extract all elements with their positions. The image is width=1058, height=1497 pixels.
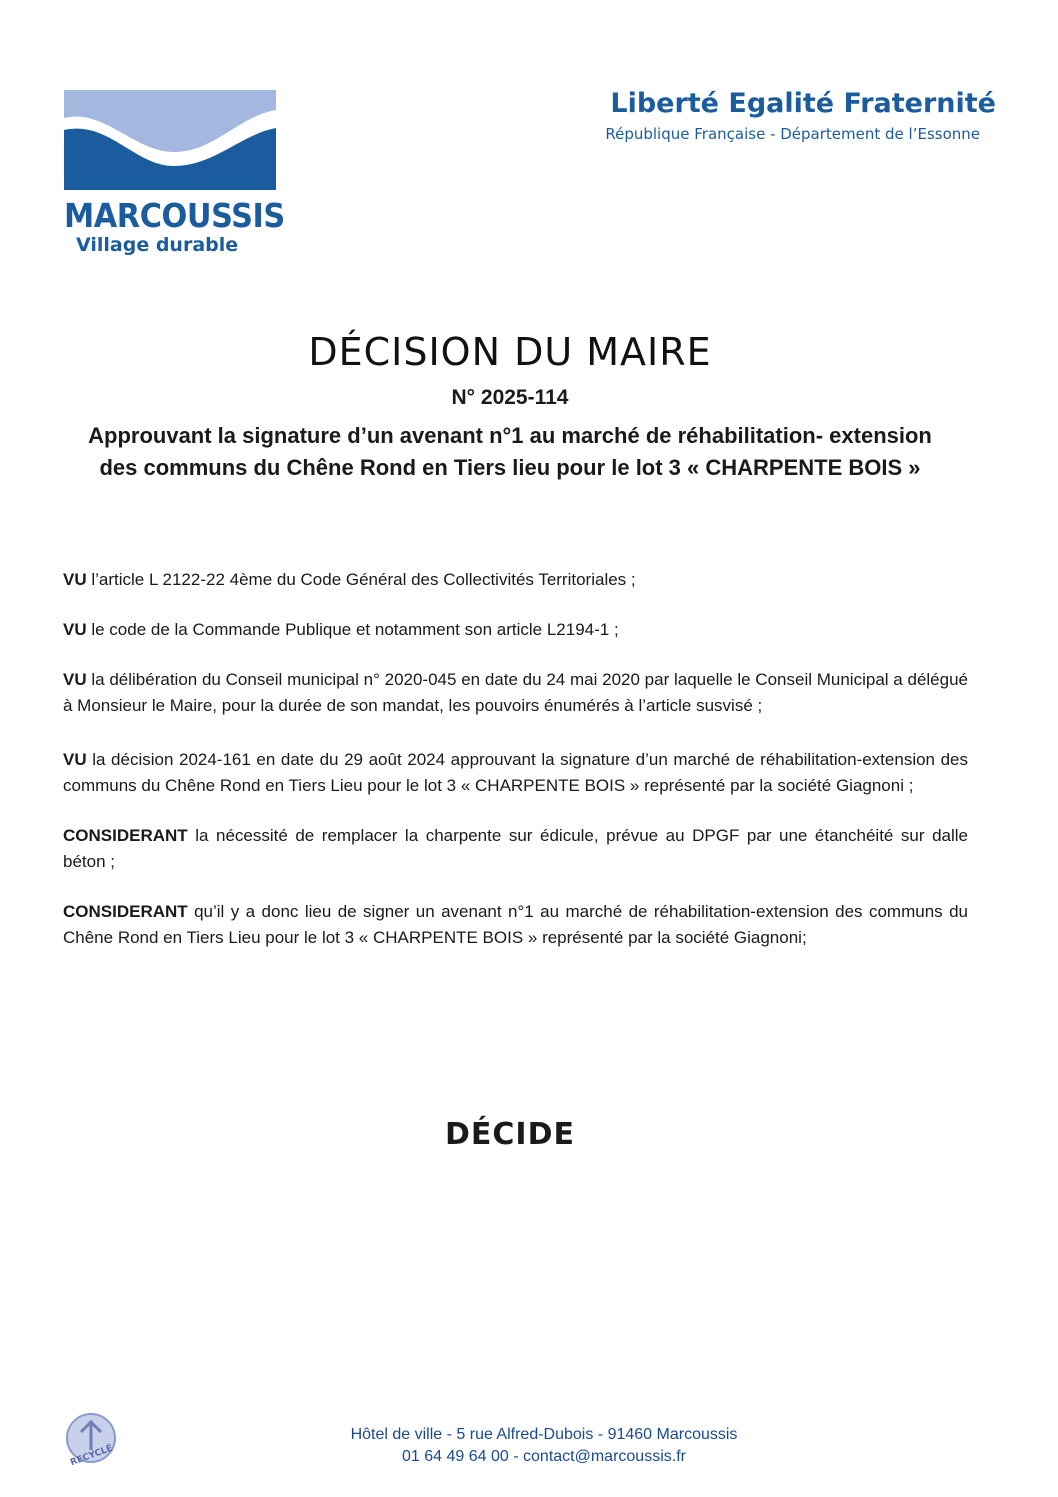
paragraph-keyword: CONSIDERANT: [63, 902, 188, 921]
republic-motto: [605, 86, 996, 144]
paragraph-keyword: CONSIDERANT: [63, 826, 188, 845]
decide-heading: DÉCIDE: [445, 1117, 575, 1152]
decision-subtitle: [60, 420, 960, 484]
paragraph-text: la délibération du Conseil municipal n° 2020-045 en date du 24 mai 2020 par laquelle le Conseil Municipal a délégué à Monsieur le Maire, pour la durée de son mandat, les pouvoirs énumérés à l’article susvisé ;: [63, 670, 968, 715]
paragraph-text: l’article L 2122-22 4ème du Code Général des Collectivités Territoriales ;: [86, 570, 636, 589]
paragraph-keyword: VU: [63, 670, 87, 689]
paragraph-vu-3: [63, 667, 968, 719]
footer-address: Hôtel de ville - 5 rue Alfred-Dubois - 91460 Marcoussis: [350, 1426, 738, 1443]
motto-main: Liberté Egalité Fraternité: [610, 88, 996, 119]
paragraph-keyword: VU: [63, 620, 87, 639]
page-footer: [0, 1424, 1058, 1468]
paragraph-vu-4: [63, 747, 968, 799]
subtitle-line-2: des communs du Chêne Rond en Tiers lieu pour le lot 3 « CHARPENTE BOIS »: [99, 455, 921, 480]
paragraph-vu-1: [63, 567, 968, 593]
paragraph-considerant-1: [63, 823, 968, 875]
decision-body: [63, 567, 968, 975]
paragraph-text: la nécessité de remplacer la charpente sur édicule, prévue au DPGF par une étanchéité sur dalle béton ;: [63, 826, 968, 871]
svg-text:RECYCLÉ: RECYCLÉ: [69, 1443, 115, 1466]
paragraph-keyword: VU: [63, 750, 87, 769]
decision-number: N° 2025-114: [451, 386, 569, 409]
page-title: DÉCISION DU MAIRE: [308, 330, 712, 374]
paragraph-text: la décision 2024-161 en date du 29 août 2024 approuvant la signature d’un marché de réhabilitation-extension des communs du Chêne Rond en Tiers Lieu pour le lot 3 « CHARPENTE BOIS » représenté par la société Giagnoni ;: [63, 750, 968, 795]
wave-logo-icon: [64, 90, 276, 190]
footer-contact: 01 64 49 64 00 - contact@marcoussis.fr: [402, 1448, 686, 1465]
paragraph-text: qu’il y a donc lieu de signer un avenant n°1 au marché de réhabilitation-extension des communs du Chêne Rond en Tiers Lieu pour le lot 3 « CHARPENTE BOIS » représenté par la société Giagnoni;: [63, 902, 968, 947]
paragraph-vu-2: [63, 617, 968, 643]
subtitle-line-1: Approuvant la signature d’un avenant n°1 au marché de réhabilitation- extension: [88, 423, 932, 448]
marcoussis-logo: [64, 90, 285, 256]
paragraph-keyword: VU: [63, 570, 87, 589]
paragraph-considerant-2: [63, 899, 968, 951]
motto-sub: République Française - Département de l’Essonne: [605, 125, 980, 143]
logo-name: MARCOUSSIS: [64, 196, 285, 235]
paragraph-text: le code de la Commande Publique et notamment son article L2194-1 ;: [86, 620, 619, 639]
logo-tagline: Village durable: [76, 234, 239, 256]
